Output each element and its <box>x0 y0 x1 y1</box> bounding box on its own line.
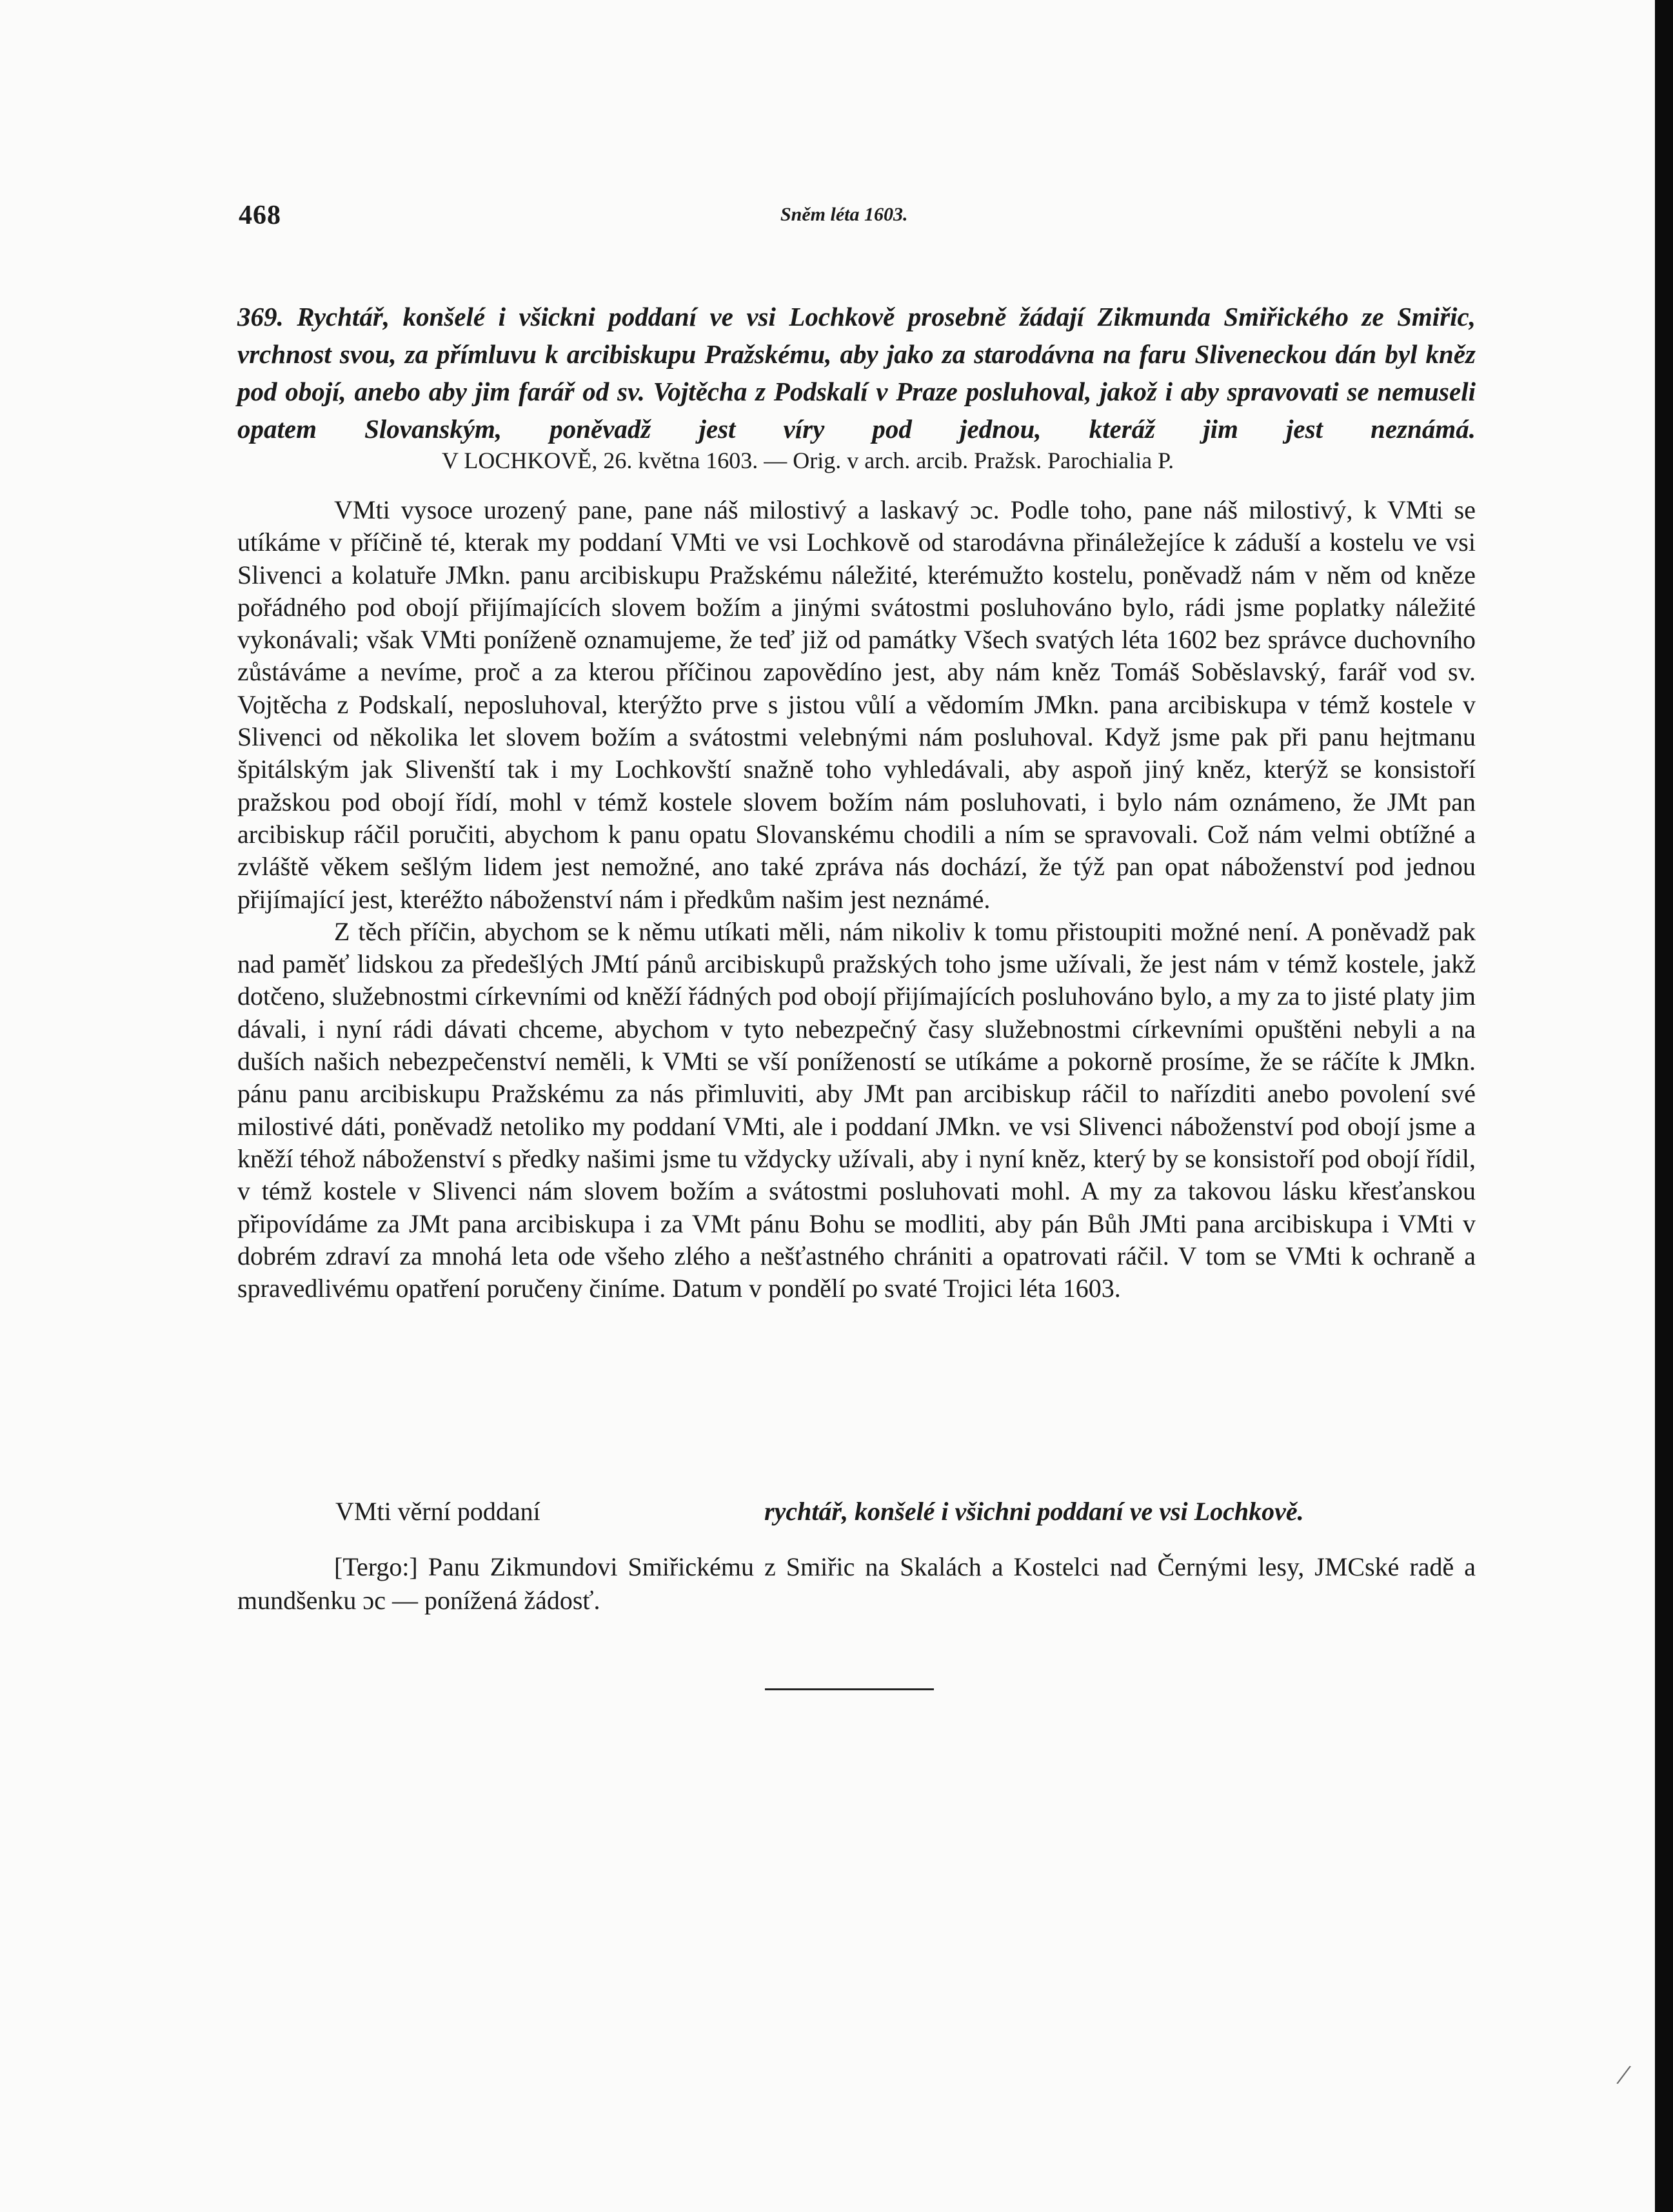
document-abstract <box>237 298 1476 448</box>
letter-body <box>237 494 1476 1305</box>
end-rule <box>765 1688 934 1690</box>
tergo-address <box>237 1550 1476 1617</box>
running-title: Sněm léta 1603. <box>780 204 908 225</box>
scan-edge-border <box>1655 0 1673 2212</box>
document-number: 369. <box>237 302 284 331</box>
source-line: V LOCHKOVĚ, 26. května 1603. — Orig. v arch. arcib. Pražsk. Parochialia P. <box>442 448 1174 473</box>
signature-salutation: VMti věrní poddaní <box>335 1497 540 1526</box>
body-paragraph: VMti vysoce urozený pane, pane náš milostivý a laskavý ɔc. Podle toho, pane náš milostivý, k VMti se utíkáme v příčině té, kterak my poddaní VMti ve vsi Lochkově od starodávna přináležejíce k záduší a kostelu ve vsi Slivenci a kolatuře JMkn. panu arcibiskupu Pražskému náležité, kterémužto kostelu, poněvadž nám v něm od kněze pořádného pod obojí přijímajících slovem božím a jinými svátostmi posluhováno bylo, rádi jsme poplatky náležité vykonávali; však VMti poníženě oznamujeme, že teď již od památky Všech svatých léta 1602 bez správce duchovního zůstáváme a nevíme, proč a za kterou příčinou zapovědíno jest, aby nám kněz Tomáš Soběslavský, farář vod sv. Vojtěcha z Podskalí, neposluhoval, kterýžto prve s jistou vůlí a vědomím JMkn. pana arcibiskupa v témž kostele v Slivenci od několika let slovem božím a svátostmi velebnými nám posluhoval. Když jsme pak při panu hejtmanu špitálským jak Slivenští tak i my Lochkovští snažně toho vyhledávali, aby aspoň jiný kněz, kterýž se konsistoří pražskou pod obojí řídí, mohl v témž kostele slovem božím nám posluhovati, i bylo nám oznámeno, že JMt pan arcibiskup ráčil poručiti, abychom k panu opatu Slovanskému chodili a ním se spravovali. Což nám velmi obtížné a zvláště věkem sešlým lidem jest nemožné, ano také zpráva nás dochází, že týž pan opat náboženství pod jednou přijímající jest, kteréžto náboženství nám i předkům našim jest neznámé. <box>237 495 1476 914</box>
pencil-mark-icon: / <box>1614 2057 1633 2093</box>
page-number: 468 <box>239 201 281 230</box>
tergo-text: [Tergo:] Panu Zikmundovi Smiřickému z Smiřic na Skalách a Kostelci nad Černými lesy, JMCské radě a mundšenku ɔc — ponížená žádosť. <box>237 1552 1476 1615</box>
abstract-text: Rychtář, konšelé i všickni poddaní ve vsi Lochkově prosebně žádají Zikmunda Smiřického ze Smiřic, vrchnost svou, za přímluvu k arcibiskupu Pražskému, aby jako za starodávna na faru Sliveneckou dán byl kněz pod obojí, anebo aby jim farář od sv. Vojtěcha z Podskalí v Praze posluhoval, jakož i aby spravovati se nemuseli opatem Slovanským, poněvadž jest víry pod jednou, kteráž jim jest neznámá. <box>237 302 1476 444</box>
signature-signers: rychtář, konšelé i všichni poddaní ve vsi Lochkově. <box>764 1497 1304 1526</box>
body-paragraph: Z těch příčin, abychom se k němu utíkati měli, nám nikoliv k tomu přistoupiti možné není. A poněvadž pak nad paměť lidskou za předešlých JMtí pánů arcibiskupů pražských toho jsme užívali, že jest nám v témž kostele, jakž dotčeno, služebnostmi církevními od kněží řádných pod obojí přijímajících posluhováno bylo, a my za to jisté platy jim dávali, i nyní rádi dávati chceme, abychom v tyto nebezpečný časy služebnostmi církevními opuštěni nebyli a na duších našich nebezpečenství neměli, k VMti se vší ponížeností se utíkáme a pokorně prosíme, že se ráčíte k JMkn. pánu panu arcibiskupu Pražskému za nás přimluviti, aby JMt pan arcibiskup ráčil to nařízditi anebo povolení své milostivé dáti, poněvadž netoliko my poddaní VMti, ale i poddaní JMkn. ve vsi Slivenci náboženství pod obojí jsme a kněží téhož náboženství s předky našimi jsme tu vždycky užívali, aby i nyní kněz, který by se konsistoří pod obojí řídil, v témž kostele v Slivenci nám slovem božím a svátostmi posluhovati mohl. A my za takovou lásku křesťanskou připovídáme za JMt pana arcibiskupa i za VMt pánu Bohu se modliti, aby pán Bůh JMti pana arcibiskupa i VMti v dobrém zdraví za mnohá leta ode všeho zlého a nešťastného chrániti a opatrovati ráčil. V tom se VMti k ochraně a spravedlivému opatření poručeny činíme. Datum v pondělí po svaté Trojici léta 1603. <box>237 916 1476 1303</box>
